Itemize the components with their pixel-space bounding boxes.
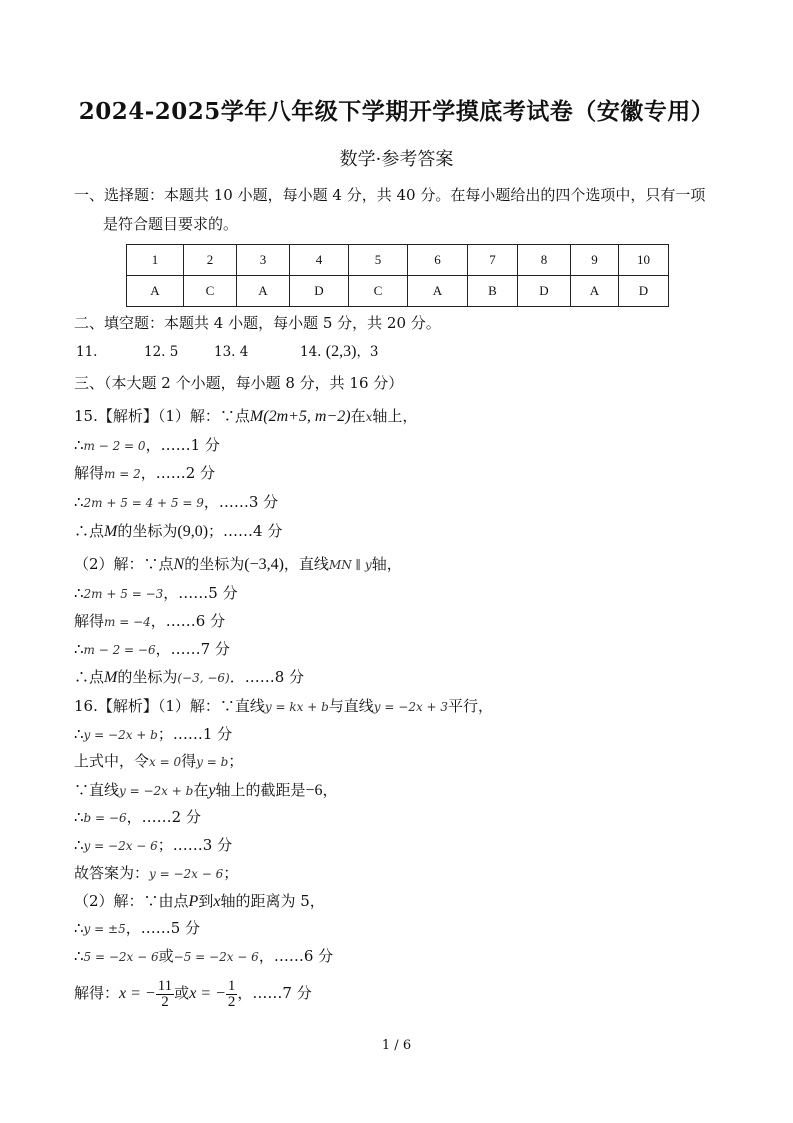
q15-text: ，……3 分: [203, 493, 279, 511]
q16-math: x = 0: [149, 755, 182, 769]
q16-text: ，……6 分: [258, 947, 334, 965]
q16-math: y = −2x + b: [83, 728, 158, 742]
table-cell-q: 9: [571, 245, 619, 276]
fill-answer-14-coord: (2,3): [325, 343, 357, 360]
q15-text: 的坐标为: [117, 668, 178, 686]
q16-math: y = −2x + 3: [373, 700, 449, 714]
q16-line5: [74, 807, 201, 828]
fill-answer-14-tail: ，3: [356, 344, 379, 360]
table-cell-a: D: [518, 276, 571, 307]
q16-math: x = −: [189, 985, 226, 1002]
q16-text: 故答案为：: [74, 864, 150, 882]
fill-answer-14-number: 14.: [300, 344, 322, 360]
table-cell-a: C: [184, 276, 237, 307]
q15-line9: [74, 639, 230, 660]
q16-text: （2）解：∵由点: [74, 892, 189, 910]
q15-text: ，……5 分: [163, 584, 238, 602]
q15-text: ∴: [74, 640, 84, 658]
fraction-numerator: 1: [227, 977, 236, 994]
q16-line3: [74, 751, 243, 772]
q15-math: m − 2 = −6: [83, 643, 156, 657]
q15-text: ，直线: [283, 555, 329, 573]
table-cell-a: C: [349, 276, 408, 307]
section2-heading: 二、填空题：本题共 4 小题，每小题 5 分，共 20 分。: [74, 314, 441, 332]
q16-line9: [74, 918, 200, 939]
q16-math: 5 = −2x − 6: [83, 950, 159, 964]
q16-text: ∴: [74, 808, 84, 826]
answer-table-answer-row: [127, 276, 669, 307]
q15-text: ，……7 分: [155, 640, 230, 658]
q15-math: m = 2: [104, 467, 141, 481]
q15-math: 2m + 5 = 4 + 5 = 9: [83, 496, 204, 510]
q16-math: b = −6: [83, 811, 127, 825]
q16-text: 在: [193, 781, 209, 799]
q15-text: 轴，: [371, 555, 402, 573]
q15-text: ，……6 分: [150, 612, 226, 630]
q15-line1: [74, 406, 417, 427]
q16-line4: [74, 780, 338, 801]
q16-text: 上式中，令: [74, 752, 150, 770]
q15-math: 2m + 5 = −3: [83, 587, 164, 601]
q15-math: (−3,4): [244, 556, 284, 573]
q16-text: ∴: [74, 836, 84, 854]
q16-math: y: [208, 782, 216, 799]
q15-line2: [74, 435, 220, 456]
table-cell-q: 10: [619, 245, 669, 276]
q15-math: (9,0): [177, 523, 209, 540]
section3-heading: 三、（本大题 2 个小题，每小题 8 分，共 16 分）: [74, 374, 404, 392]
q16-text: ∴: [74, 919, 84, 937]
section1-heading: 一、选择题：本题共 10 小题，每小题 4 分，共 40 分。在每小题给出的四个选项中，只有一项: [74, 186, 706, 204]
table-cell-a: B: [468, 276, 518, 307]
table-cell-a: A: [237, 276, 290, 307]
fraction-denominator: 2: [161, 993, 169, 1010]
q15-text: 轴上，: [372, 407, 418, 425]
q16-text: ，……2 分: [126, 808, 201, 826]
q15-line7: [74, 583, 238, 604]
q15-text: （2）解：∵点: [74, 555, 174, 573]
q15-line3: [74, 463, 215, 484]
q16-line6: [74, 835, 232, 856]
q15-math: M(2m+5, m−2): [249, 408, 351, 425]
fraction-numerator: 11: [157, 977, 173, 994]
q16-math: P: [188, 893, 199, 910]
q16-line8: [74, 891, 325, 912]
q16-math: y = −2x − 6: [149, 867, 224, 881]
table-cell-a: A: [408, 276, 468, 307]
q16-text: ，……5 分: [125, 919, 201, 937]
table-cell-a: A: [127, 276, 184, 307]
q15-text: ∴: [74, 493, 84, 511]
table-cell-q: 3: [237, 245, 290, 276]
table-cell-q: 5: [349, 245, 408, 276]
q16-math: y = kx + b: [264, 700, 329, 714]
table-cell-a: A: [571, 276, 619, 307]
answer-table-question-row: [127, 245, 669, 276]
q15-text: 解得: [74, 464, 105, 482]
q16-math: x: [213, 893, 221, 910]
q16-text: ；: [223, 864, 239, 882]
table-cell-q: 4: [290, 245, 349, 276]
q16-text: 解得：: [74, 984, 120, 1002]
table-cell-q: 1: [127, 245, 184, 276]
table-cell-q: 6: [408, 245, 468, 276]
q16-text: ∴: [74, 725, 84, 743]
q16-math: y = b: [196, 755, 229, 769]
q16-line2: [74, 724, 232, 745]
table-cell-a: D: [619, 276, 669, 307]
q15-text: ∴: [74, 584, 84, 602]
q16-text: 轴上的截距是: [215, 781, 306, 799]
q16-text: ，……7 分: [237, 984, 312, 1002]
q16-text: ；: [228, 752, 244, 770]
table-cell-q: 8: [518, 245, 571, 276]
q15-text: 的坐标为: [184, 555, 245, 573]
q15-text: 的坐标为: [117, 522, 178, 540]
q15-line5: [74, 521, 282, 542]
q15-text: ，……1 分: [145, 436, 220, 454]
q15-line6: [74, 554, 402, 575]
section1-heading-cont: 是符合题目要求的。: [103, 215, 239, 233]
q16-text: 与直线: [328, 697, 374, 715]
q16-math: −6: [305, 782, 323, 799]
table-cell-a: D: [290, 276, 349, 307]
q15-math: M: [104, 669, 118, 686]
q16-line7: [74, 863, 238, 884]
q16-math: y = −2x + b: [119, 784, 194, 798]
q15-text: ．……8 分: [229, 668, 305, 686]
q15-math: M: [104, 523, 118, 540]
q16-text: 得: [181, 752, 197, 770]
q16-text: ；……1 分: [157, 725, 233, 743]
fill-answer-14: [300, 342, 379, 362]
fraction-eleven-halves: [156, 979, 174, 1010]
q15-text: ；……4 分: [208, 522, 283, 540]
q16-math: −5 = −2x − 6: [173, 950, 259, 964]
page-title: 2024-2025学年八年级下学期开学摸底考试卷（安徽专用）: [78, 98, 715, 125]
fraction-one-half: [226, 979, 238, 1010]
q16-line1: [74, 696, 493, 717]
q15-line4: [74, 492, 278, 513]
q16-text: 平行，: [448, 697, 494, 715]
q16-text: 或: [158, 947, 174, 965]
q16-line11: [74, 974, 312, 1013]
fill-answer-13: 13. 4: [214, 344, 249, 360]
q15-math: (−3, −6): [177, 671, 230, 685]
q16-math: x = −: [119, 985, 156, 1002]
q16-text: 到: [198, 892, 214, 910]
q15-math: MN ∥ y: [328, 558, 372, 572]
table-cell-q: 7: [468, 245, 518, 276]
answer-table: [126, 244, 669, 307]
q15-text: ∴: [74, 436, 84, 454]
fill-answer-11: 11.: [76, 344, 98, 360]
table-cell-q: 2: [184, 245, 237, 276]
q16-math: y = −2x − 6: [83, 839, 158, 853]
q16-text: ∵直线: [74, 781, 120, 799]
q16-text: ∴: [74, 947, 84, 965]
q16-text: 轴的距离为 5，: [220, 892, 325, 910]
page-subtitle: 数学·参考答案: [339, 149, 454, 170]
q15-math: N: [173, 556, 185, 573]
q15-math: m − 2 = 0: [83, 439, 146, 453]
q15-text: 在: [350, 407, 366, 425]
q15-math: m = −4: [104, 615, 151, 629]
q16-text: ，: [322, 781, 338, 799]
q16-text: 或: [174, 984, 190, 1002]
page-number: 1 / 6: [381, 1038, 412, 1053]
q16-text: ；……3 分: [157, 836, 233, 854]
q15-line8: [74, 611, 225, 632]
q15-text: 解得: [74, 612, 105, 630]
q15-math: x: [365, 410, 373, 424]
q16-line10: [74, 946, 333, 967]
q15-text: ∴点: [74, 522, 105, 540]
q15-text: ，……2 分: [140, 464, 216, 482]
fraction-denominator: 2: [227, 993, 236, 1010]
q15-line10: [74, 667, 304, 688]
q15-text: ∴点: [74, 668, 105, 686]
q16-math: y = ±5: [83, 922, 126, 936]
q15-text: 15.【解析】（1）解：∵点: [74, 407, 250, 425]
q16-text: 16.【解析】（1）解：∵直线: [74, 697, 265, 715]
fill-answer-12: 12. 5: [144, 344, 179, 360]
